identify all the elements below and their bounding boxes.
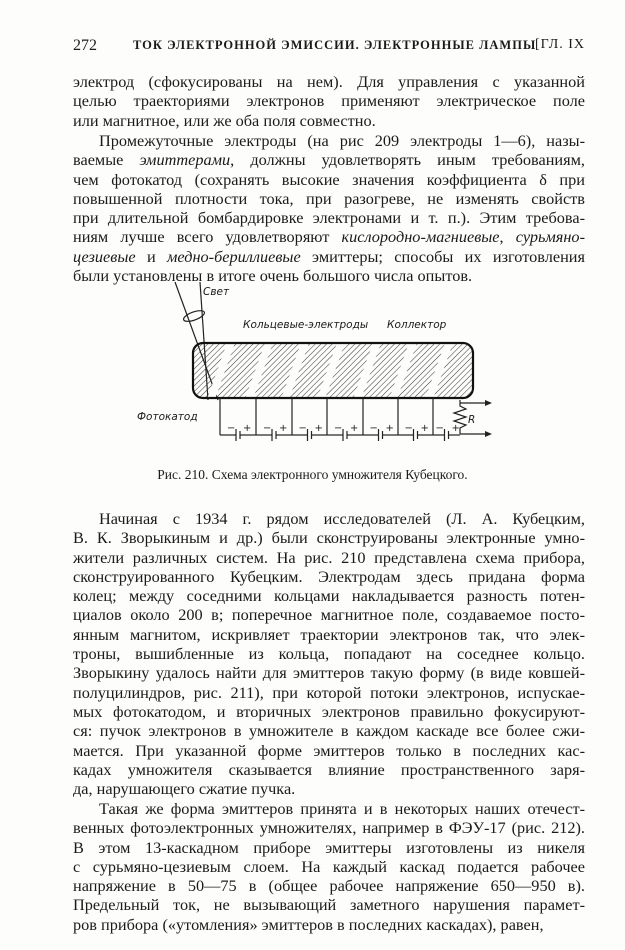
label-photocathode: Фотокатод (137, 411, 198, 423)
battery-icon (227, 423, 251, 434)
minus-sign: − (435, 423, 444, 434)
text-line: В. К. Зворыкиным и др.) были сконструированы электронные умно- (73, 528, 585, 548)
text-line: были установлены в итоге очень большого числа опытов. (73, 266, 473, 286)
battery-icon (263, 423, 287, 434)
term: сурьмяно- (515, 227, 585, 247)
term-emitters: эмиттерами (139, 150, 231, 170)
text-line: кадах умножителя сказывается влияние пространственного заря- (73, 759, 585, 779)
text-run: ваемые (73, 150, 140, 170)
text-line: напряжение в 50—75 в (общее рабочее напряжение 650—950 в). (73, 876, 585, 896)
plus-sign: + (314, 423, 323, 434)
label-light: Свет (203, 286, 230, 298)
text-line: колец; между соседними кольцами накладывается разность потен- (73, 586, 585, 606)
figure-caption: Рис. 210. Схема электронного умножителя Кубецкого. (157, 467, 468, 482)
minus-sign: − (404, 423, 413, 434)
text-line: мается. При указанной форме эмиттеров только в последних кас- (73, 740, 585, 760)
plus-sign: + (243, 423, 252, 434)
text-line (73, 247, 585, 266)
text-line: да, нарушающего сжатие пучка. (73, 779, 296, 799)
text-run: эмиттеры; способы их изготовления (300, 246, 585, 266)
power-circuit (220, 398, 460, 441)
chapter-label: [ГЛ. IX (535, 37, 585, 52)
paragraph-1 (73, 72, 585, 130)
text-line: мых фотокатодом, и вторичных электронов правильно фокусируют- (73, 701, 585, 721)
text-run: ниям лучше всего удовлетворяют (73, 227, 342, 247)
plus-sign: + (385, 423, 394, 434)
running-title: ТОК ЭЛЕКТРОННОЙ ЭМИССИИ. ЭЛЕКТРОННЫЕ ЛАМПЫ (133, 38, 537, 52)
battery-icon (299, 423, 323, 434)
battery-icon (370, 423, 394, 434)
term: кислородно-магниевые (341, 227, 500, 247)
text-line: при длительной бомбардировке электронами и т. п.). Этим требова- (73, 208, 585, 228)
text-line: Зворыкину удалось найти для эмиттеров такую форму (в виде ковшей- (73, 663, 585, 683)
text-line: Промежуточные электроды (на рис 209 электроды 1—6), назы- (99, 131, 585, 150)
term: медно-бериллиевые (167, 246, 301, 266)
paragraph-2 (73, 131, 585, 285)
text-run: , (499, 227, 516, 247)
battery-icon (334, 423, 358, 434)
text-line: полуцилиндров, рис. 211), при которой потоки электронов, испускае- (73, 682, 585, 702)
text-line: с сурьмяно-цезиевым слоем. На каждый каскад подается рабочее (73, 856, 585, 876)
text-line: Предельный ток, не вызывающий заметного нарушения парамет- (73, 895, 585, 915)
label-collector: Коллектор (387, 319, 447, 331)
plus-sign: + (451, 423, 460, 434)
text-line: Начиная с 1934 г. рядом исследователей (Л. А. Кубецким, (99, 509, 585, 528)
battery-icon (405, 423, 429, 434)
plus-sign: + (350, 423, 359, 434)
plus-sign: + (279, 423, 288, 434)
text-line: В этом 13-каскадном приборе эмиттеры изготовлены из никеля (73, 837, 585, 857)
page-number: 272 (73, 37, 97, 54)
text-line: венных фотоэлектронных умножителях, например в ФЭУ-17 (рис. 212). (73, 818, 585, 838)
plus-sign: + (420, 423, 429, 434)
text-line (73, 150, 585, 169)
text-run: , должны удовлетворять иным требованиям, (230, 150, 585, 170)
text-line: янным магнитом, искривляет траектории электронов так, что элек- (73, 624, 585, 644)
battery-icon (436, 423, 460, 434)
text-line: чем фотокатод (сохранять высокие значения коэффициента δ при (73, 169, 585, 189)
minus-sign: − (263, 423, 272, 434)
tube-body (193, 340, 473, 402)
paragraph-3 (73, 509, 585, 798)
text-line: троны, вышибленные из кольца, попадают на соседнее кольцо. (73, 644, 585, 664)
text-line: ся: пучок электронов в умножителе в каждом каскаде все более сжи- (73, 721, 585, 741)
minus-sign: − (369, 423, 378, 434)
text-line: электрод (сфокусированы на нем). Для управления с указанной (73, 72, 585, 91)
label-resistor: R (468, 414, 476, 426)
minus-sign: − (227, 423, 236, 434)
minus-sign: − (334, 423, 343, 434)
term: цезиевые (73, 246, 136, 266)
text-line: ров прибора («утомления» эмиттеров в последних каскадах), равен, (73, 914, 544, 934)
text-run: и (135, 246, 167, 266)
multiplier-diagram (130, 280, 500, 460)
text-line: циалов около 200 в; поперечное магнитное поле, создаваемое посто- (73, 605, 585, 625)
text-line: сконструированного Кубецким. Электродам здесь придана форма (73, 566, 585, 586)
text-line: Такая же форма эмиттеров принята и в некоторых наших отечест- (99, 799, 585, 818)
minus-sign: − (298, 423, 307, 434)
label-ring-electrodes: Кольцевые-электроды (243, 319, 369, 331)
text-line: жители различных систем. На рис. 210 представлена схема прибора, (73, 547, 585, 567)
paragraph-4 (73, 799, 585, 934)
text-line (73, 227, 585, 246)
text-line: или магнитное, или же оба поля совместно. (73, 110, 376, 130)
running-header (73, 37, 585, 57)
text-line: повышенной плотности тока, при разогреве, не изменять свойств (73, 188, 585, 208)
text-line: целью траекториями электронов применяют электрическое поле (73, 91, 585, 111)
